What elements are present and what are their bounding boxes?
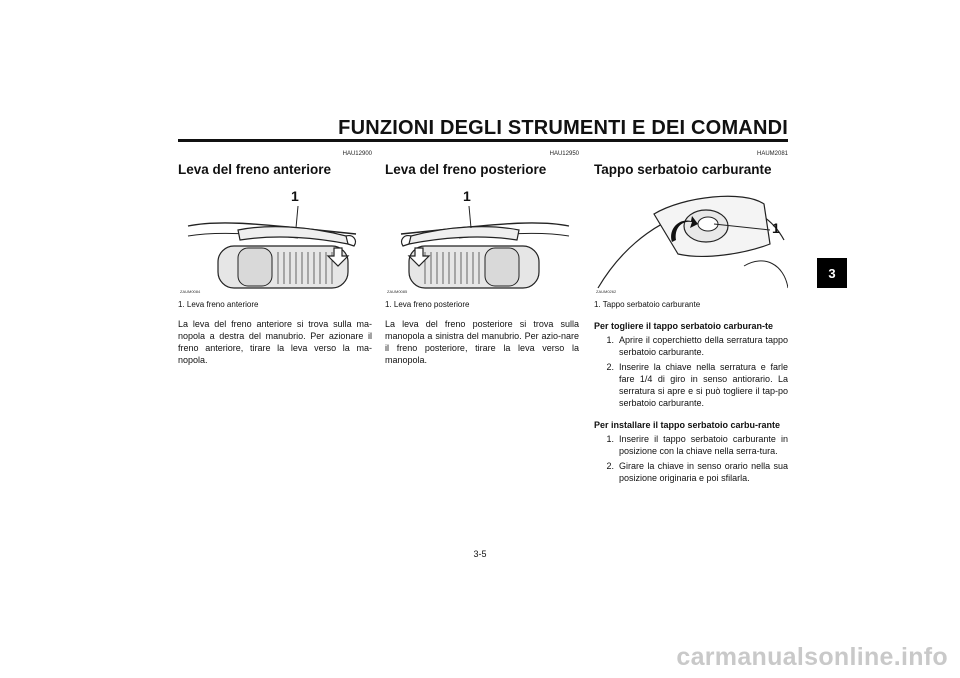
figure-callout: 1 — [291, 188, 299, 204]
section-title: Leva del freno anteriore — [178, 162, 332, 177]
step-text: Girare la chiave in senso orario nella sua posizione originaria e poi sfilarla. — [619, 461, 788, 483]
front-brake-lever-illustration — [178, 184, 372, 296]
figure-callout: 1 — [463, 188, 471, 204]
list-item — [594, 334, 788, 358]
section-body: La leva del freno posteriore si trova sulla manopola a sinistra del manubrio. Per azio-nare il freno posteriore, tirare la leva verso la manopola. — [385, 319, 579, 365]
page-number: 3-5 — [473, 549, 487, 559]
section-front-brake — [178, 150, 372, 366]
step-number: 2. — [606, 461, 614, 471]
section-fuel-cap — [594, 150, 788, 487]
fuel-tank-cap-illustration — [594, 184, 788, 296]
figure-caption: 1. Leva freno posteriore — [385, 300, 470, 309]
figure-caption: 1. Leva freno anteriore — [178, 300, 259, 309]
section-title: Leva del freno posteriore — [385, 162, 547, 177]
step-text: Inserire il tappo serbatoio carburante in posizione con la chiave nella serra-tura. — [619, 434, 788, 456]
step-text: Aprire il coperchietto della serratura tappo serbatoio carburante. — [619, 335, 788, 357]
figure-callout: 1 — [772, 220, 780, 236]
figure-front-brake-lever — [178, 184, 372, 296]
figure-rear-brake-lever — [385, 184, 579, 296]
section-code: HAU12900 — [342, 151, 372, 157]
figure-code: ZAUM0085 — [387, 289, 408, 294]
figure-caption: 1. Tappo serbatoio carburante — [594, 300, 701, 309]
figure-fuel-tank-cap — [594, 184, 788, 296]
step-number: 2. — [606, 362, 614, 372]
step-number: 1. — [606, 335, 614, 345]
chapter-tab: 3 — [817, 258, 847, 288]
header-rule — [178, 139, 788, 142]
list-item — [594, 433, 788, 457]
remove-cap-heading: Per togliere il tappo serbatoio carburan-te — [594, 321, 774, 331]
section-title: Tappo serbatoio carburante — [594, 162, 772, 177]
rear-brake-lever-illustration — [385, 184, 579, 296]
step-number: 1. — [606, 434, 614, 444]
section-code: HAU12950 — [549, 151, 579, 157]
section-code: HAUM2081 — [756, 151, 788, 157]
figure-code: ZAUM0084 — [180, 289, 201, 294]
figure-code: ZAUM0262 — [596, 289, 617, 294]
watermark[interactable]: carmanualsonline.info — [676, 643, 948, 671]
remove-cap-steps — [594, 334, 788, 409]
install-cap-steps — [594, 433, 788, 484]
section-body: La leva del freno anteriore si trova sulla ma-nopola a destra del manubrio. Per azionare il freno anteriore, tirare la leva verso la ma-nopola. — [178, 319, 372, 365]
list-item — [594, 361, 788, 409]
step-text: Inserire la chiave nella serratura e farle fare 1/4 di giro in senso antiorario. La serratura si apre e si può togliere il tap-po serbatoio carburante. — [619, 362, 788, 408]
section-rear-brake — [385, 150, 579, 366]
page-header-title: FUNZIONI DEGLI STRUMENTI E DEI COMANDI — [338, 117, 788, 139]
install-cap-heading: Per installare il tappo serbatoio carbu-rante — [594, 420, 781, 430]
list-item — [594, 460, 788, 484]
